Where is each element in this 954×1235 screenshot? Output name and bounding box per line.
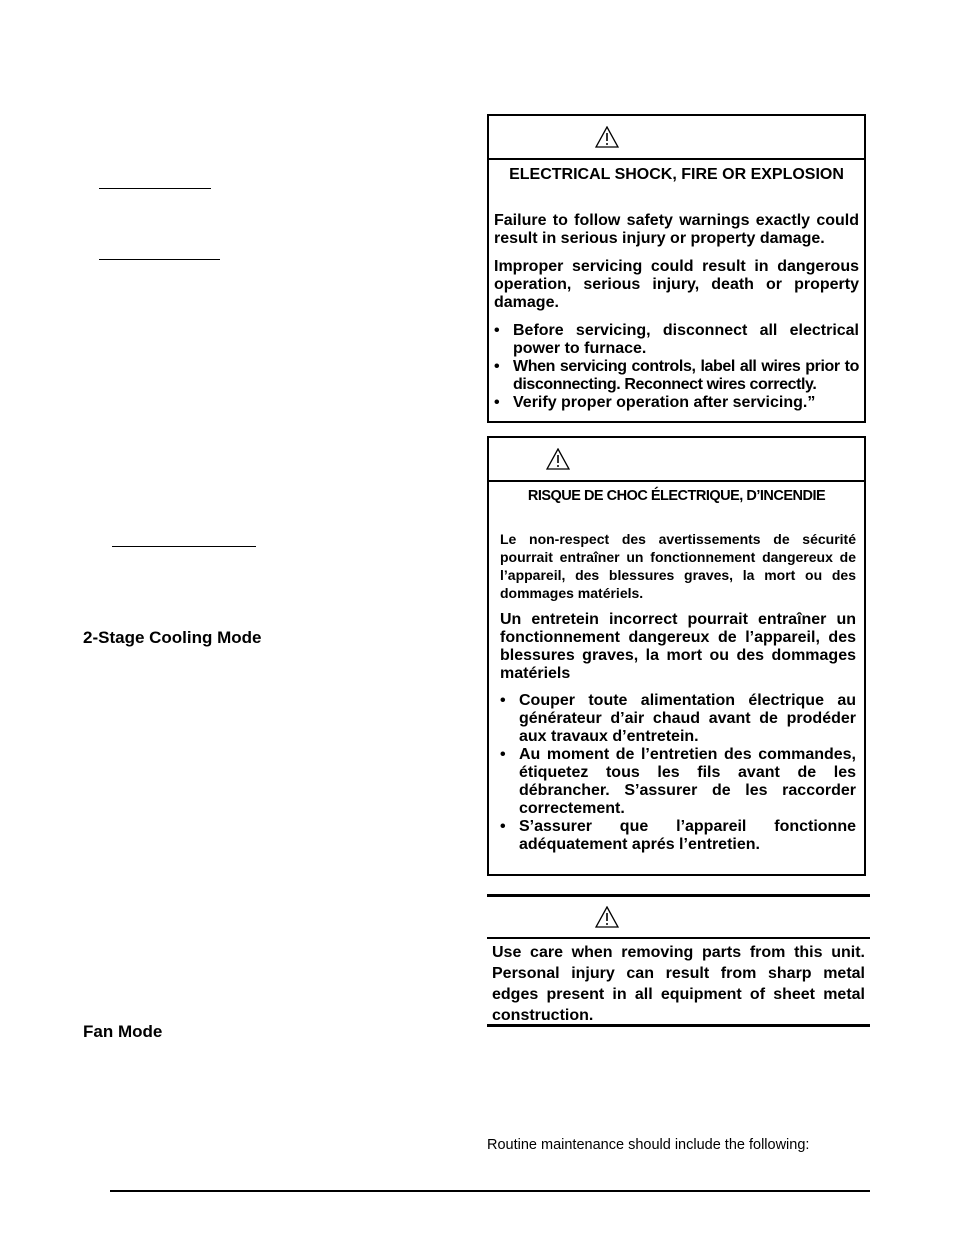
caution-text: Use care when removing parts from this unit. Personal injury can result from sharp metal edges present in all equipment of sheet metal construction. [492, 944, 865, 1024]
warning-bullet: • Before servicing, disconnect all electrical power to furnace. [494, 322, 859, 358]
blank-line-3 [112, 546, 256, 547]
caution-header [487, 897, 870, 939]
hazard-title: ELECTRICAL SHOCK, FIRE OR EXPLOSION [509, 166, 844, 183]
warning-header [489, 116, 864, 160]
blank-line-1 [99, 188, 211, 189]
heading-fan-mode: Fan Mode [83, 1022, 163, 1041]
warning-bullet: • Au moment de l’entretien des commandes, étiquetez tous les fils avant de les débrancher. S’assurer de les raccorder correctement. [500, 746, 856, 818]
warning-triangle-icon [595, 906, 619, 928]
blank-line-2 [99, 259, 220, 260]
warning-triangle-icon [595, 126, 619, 148]
warning-triangle-icon [546, 448, 570, 470]
warning-box-english [487, 114, 866, 423]
routine-maintenance-text: Routine maintenance should include the following: [487, 1137, 810, 1153]
warning-paragraph-2: Un entretein incorrect pourrait entraîner un fonctionnement dangereux de l’appareil, des blessures graves, la mort ou des dommages matériels [500, 611, 856, 682]
warning-paragraph-1: Le non-respect des avertissements de sécurité pourrait entraîner un fonctionnement dangereux de l’appareil, des blessures graves, la mort ou des dommages matériels. [500, 531, 856, 601]
warning-paragraph-1: Failure to follow safety warnings exactly could result in serious injury or property damage. [494, 212, 859, 247]
warning-box-french [487, 436, 866, 876]
warning-bullet: • Couper toute alimentation électrique au générateur d’air chaud avant de prodéder aux travaux d’entretein. [500, 692, 856, 746]
warning-bullet: • S’assurer que l’appareil fonctionne adéquatement aprés l’entretien. [500, 818, 856, 854]
warning-bullet: • When servicing controls, label all wires prior to disconnecting. Reconnect wires correctly. [494, 358, 859, 394]
heading-2-stage-cooling-mode: 2-Stage Cooling Mode [83, 628, 262, 647]
caution-box [487, 894, 870, 1027]
warning-paragraph-2: Improper servicing could result in dangerous operation, serious injury, death or property damage. [494, 258, 859, 311]
footer-rule [110, 1190, 870, 1192]
warning-bullet: • Verify proper operation after servicing.” [494, 394, 859, 412]
hazard-title: RISQUE DE CHOC ÉLECTRIQUE, D’INCENDIE [527, 488, 826, 504]
warning-header [489, 438, 864, 482]
